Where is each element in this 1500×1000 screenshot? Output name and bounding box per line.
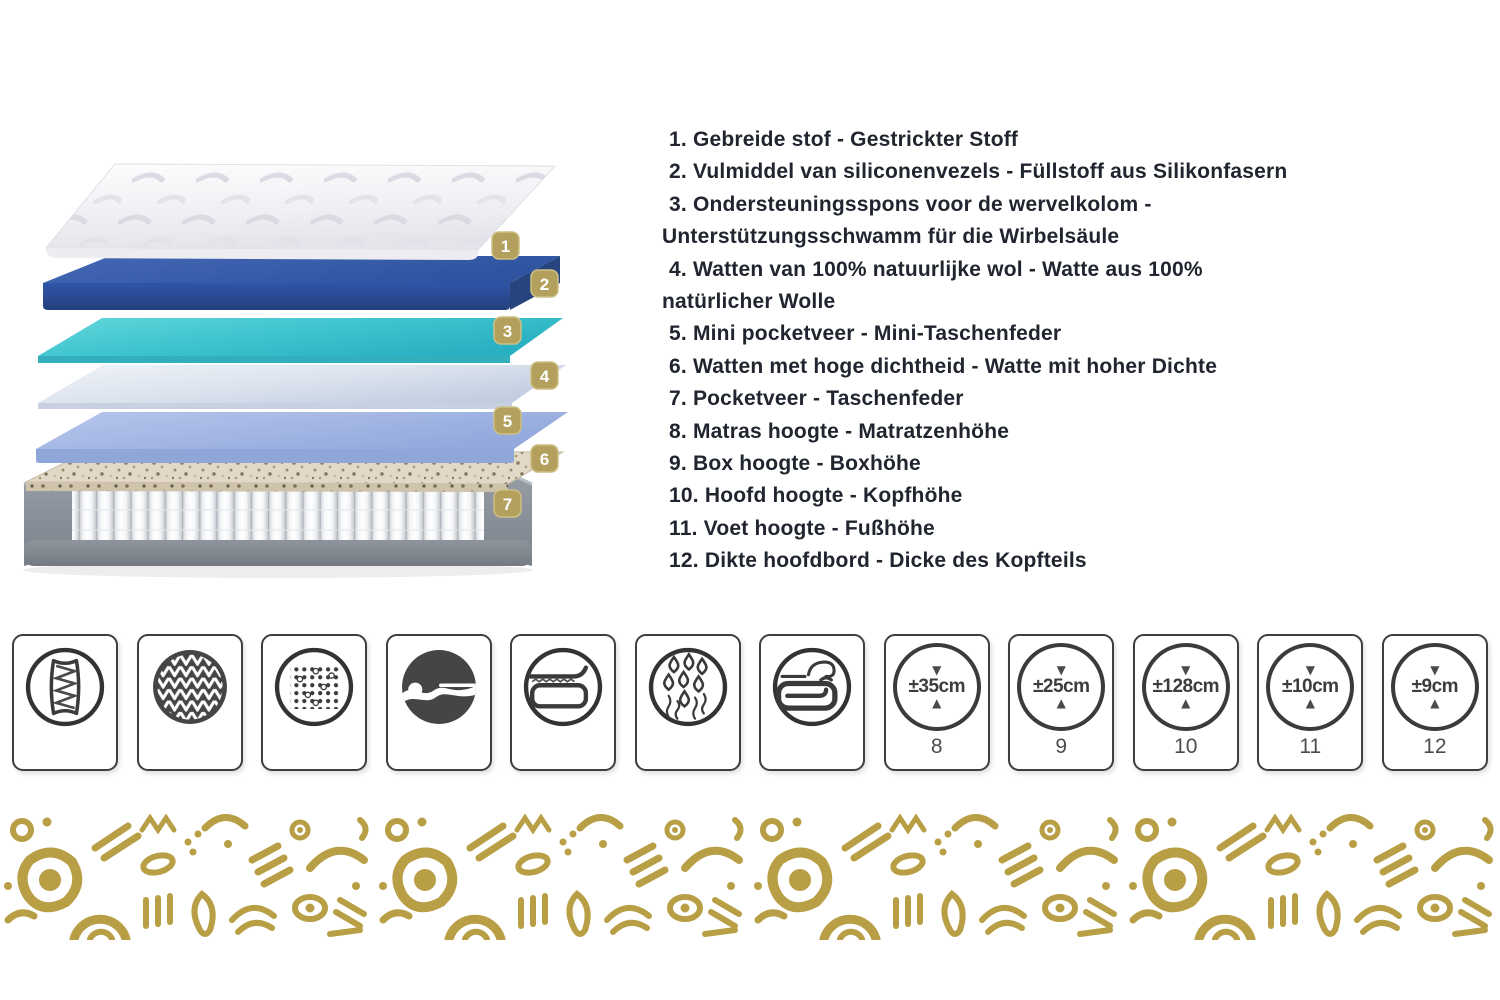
layer-badge-7	[494, 490, 521, 517]
height-indicator-8	[893, 643, 981, 731]
layer-badge-1	[492, 232, 519, 259]
svg-text:2: 2	[539, 275, 550, 294]
airflow-mattress-icon	[768, 643, 856, 731]
legend-line: Unterstützungsschwamm für die Wirbelsäule	[662, 225, 1120, 249]
svg-text:6: 6	[539, 450, 550, 469]
icon-card-airflow-mattress	[759, 634, 865, 771]
moisture-drops-icon	[644, 643, 732, 731]
mattress-diagram-svg	[10, 150, 610, 580]
arrow-down-icon: ▼	[932, 663, 942, 677]
legend-line: 11. Voet hoogte - Fußhöhe	[669, 516, 935, 540]
measure-value: ±128cm	[1152, 676, 1220, 697]
arrow-down-icon: ▼	[1181, 663, 1191, 677]
legend-line: 3. Ondersteuningsspons voor de wervelkolom -	[669, 192, 1152, 216]
layer-badge-6	[531, 445, 558, 472]
arrow-down-icon: ▼	[1430, 663, 1440, 677]
mattress-layer-1-quilted-top	[46, 164, 555, 260]
knitted-fabric-icon	[146, 643, 234, 731]
legend-line: 12. Dikte hoofdbord - Dicke des Kopfteils	[669, 549, 1087, 573]
legend-line: 10. Hoofd hoogte - Kopfhöhe	[669, 484, 963, 508]
height-indicator-12	[1391, 643, 1479, 731]
svg-text:1: 1	[500, 237, 511, 256]
svg-text:7: 7	[502, 495, 513, 514]
legend-line: 1. Gebreide stof - Gestrickter Stoff	[669, 128, 1019, 151]
measure-value: ±35cm	[908, 676, 965, 697]
spec-card-10	[1133, 634, 1239, 771]
arrow-up-icon: ▲	[932, 696, 942, 710]
icon-card-pocket-spring	[12, 634, 118, 771]
legend-line: 4. Watten van 100% natuurlijke wol - Watte aus 100%	[669, 257, 1203, 281]
svg-text:5: 5	[502, 412, 513, 431]
measure-number: 12	[1423, 735, 1447, 758]
arrow-up-icon: ▲	[1056, 696, 1066, 710]
mattress-layer-4-wool	[38, 365, 566, 409]
icon-card-foam-wave	[386, 634, 492, 771]
legend-line: 9. Box hoogte - Boxhöhe	[669, 452, 921, 476]
mattress-diagram	[10, 150, 610, 580]
measure-number: 10	[1174, 735, 1198, 758]
spec-card-9	[1008, 634, 1114, 771]
measure-number: 9	[1055, 735, 1068, 758]
spec-cards-row	[0, 634, 1500, 774]
arrow-down-icon: ▼	[1305, 663, 1315, 677]
spec-card-11	[1257, 634, 1363, 771]
foam-wave-icon	[395, 643, 483, 731]
icon-card-knitted-fabric	[137, 634, 243, 771]
arrow-up-icon: ▲	[1430, 696, 1440, 710]
measure-value: ±9cm	[1411, 676, 1459, 697]
legend-line: 7. Pocketveer - Taschenfeder	[669, 387, 964, 411]
legend-line: 8. Matras hoogte - Matratzenhöhe	[669, 419, 1010, 443]
height-indicator-9	[1017, 643, 1105, 731]
svg-text:3: 3	[502, 322, 513, 341]
legend-list	[662, 124, 1442, 578]
mattress-layer-2-filler	[43, 256, 560, 310]
arrow-up-icon: ▲	[1181, 696, 1191, 710]
measure-number: 8	[930, 735, 943, 758]
height-indicator-11	[1266, 643, 1354, 731]
spec-card-12	[1382, 634, 1488, 771]
mattress-layer-5-foam	[36, 412, 568, 463]
icon-card-mattress-cover	[510, 634, 616, 771]
icon-card-silicone-fibers	[261, 634, 367, 771]
icon-card-moisture-drops	[635, 634, 741, 771]
measure-number: 11	[1299, 735, 1322, 758]
layer-badge-2	[531, 270, 558, 297]
legend-line: 5. Mini pocketveer - Mini-Taschenfeder	[669, 322, 1062, 346]
spec-card-8	[884, 634, 990, 771]
mattress-cover-icon	[519, 643, 607, 731]
layer-badge-4	[531, 362, 558, 389]
mattress-layer-3-sponge	[38, 318, 563, 363]
silicone-fibers-icon	[270, 643, 358, 731]
pocket-spring-icon	[21, 643, 109, 731]
measure-value: ±25cm	[1032, 676, 1090, 697]
layer-badge-5	[494, 407, 521, 434]
legend-line: 6. Watten met hoge dichtheid - Watte mit hoher Dichte	[669, 354, 1218, 378]
legend-line: natürlicher Wolle	[662, 290, 836, 314]
layer-badge-3	[494, 317, 521, 344]
arrow-down-icon: ▼	[1056, 663, 1066, 677]
decorative-doodle-strip	[0, 808, 1500, 940]
legend-line: 2. Vulmiddel van siliconenvezels - Füllstoff aus Silikonfasern	[669, 160, 1288, 184]
svg-text:4: 4	[539, 367, 550, 386]
doodle-pattern-svg	[0, 808, 1500, 940]
height-indicator-10	[1142, 643, 1230, 731]
measure-value: ±10cm	[1282, 676, 1339, 697]
arrow-up-icon: ▲	[1305, 696, 1315, 710]
